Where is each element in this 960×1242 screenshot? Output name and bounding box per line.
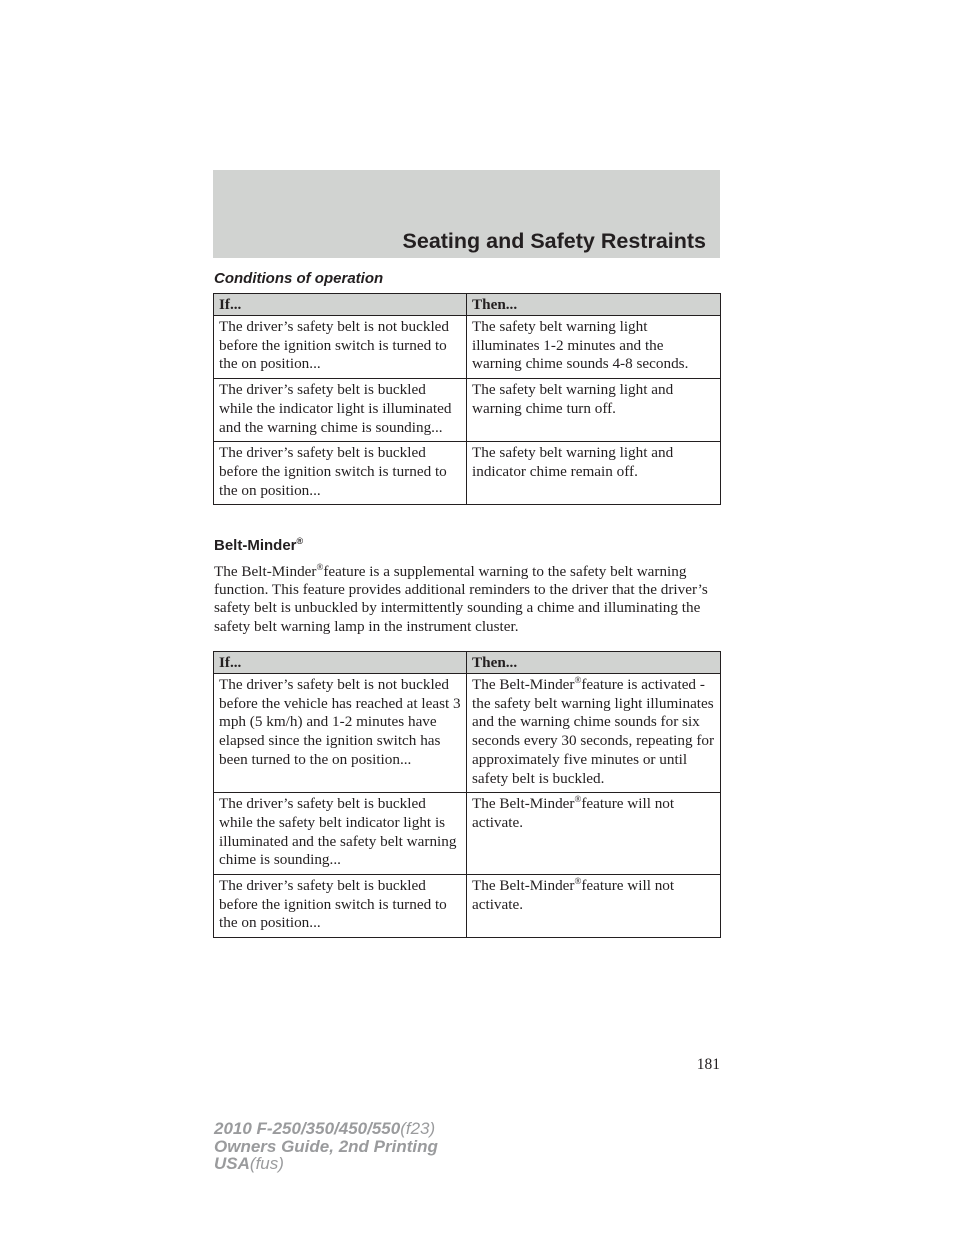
table-header-row	[214, 294, 721, 316]
footer-line-model: 2010 F-250/350/450/550(f23)	[214, 1119, 436, 1138]
registered-mark: ®	[574, 794, 582, 805]
table-row	[214, 875, 721, 938]
column-header-if: If...	[214, 294, 467, 316]
table-header-row	[214, 652, 721, 674]
section-header-title: Seating and Safety Restraints	[402, 229, 706, 253]
registered-mark: ®	[316, 561, 324, 572]
table-row	[214, 379, 721, 442]
result-cell: The Belt-Minder®feature will not activate.	[467, 793, 721, 875]
result-cell: The safety belt warning light illuminates 1-2 minutes and the warning chime sounds 4-8 seconds.	[467, 316, 721, 379]
result-cell: The safety belt warning light and indicator chime remain off.	[467, 442, 721, 505]
belt-minder-heading: Belt-Minder®	[214, 536, 304, 554]
condition-cell: The driver’s safety belt is buckled while the indicator light is illuminated and the warning chime is sounding...	[214, 379, 467, 442]
belt-minder-description: The Belt-Minder®feature is a supplemental warning to the safety belt warning function. This feature provides additional reminders to the driver that the driver’s safety belt is unbuckled by intermittently sounding a chime and illuminating the safety belt warning lamp in the instrument cluster.	[214, 561, 708, 635]
registered-mark: ®	[296, 536, 304, 546]
condition-cell: The driver’s safety belt is buckled before the ignition switch is turned to the on position...	[214, 442, 467, 505]
table-row	[214, 442, 721, 505]
condition-cell: The driver’s safety belt is not buckled before the ignition switch is turned to the on position...	[214, 316, 467, 379]
column-header-then: Then...	[467, 652, 721, 674]
table-row	[214, 793, 721, 875]
conditions-table	[213, 293, 721, 505]
registered-mark: ®	[574, 875, 582, 886]
registered-mark: ®	[574, 674, 582, 685]
page-number: 181	[696, 1056, 720, 1073]
section-header-band	[213, 170, 720, 258]
result-cell: The Belt-Minder®feature will not activate.	[467, 875, 721, 938]
footer-line-market: USA(fus)	[214, 1154, 284, 1173]
conditions-heading: Conditions of operation	[214, 270, 384, 287]
table-row	[214, 316, 721, 379]
condition-cell: The driver’s safety belt is buckled while the safety belt indicator light is illuminated and the safety belt warning chime is sounding...	[214, 793, 467, 875]
result-cell: The safety belt warning light and warning chime turn off.	[467, 379, 721, 442]
column-header-if: If...	[214, 652, 467, 674]
result-cell: The Belt-Minder®feature is activated - the safety belt warning light illuminates and the warning chime sounds for six seconds every 30 seconds, repeating for approximately five minutes or until safety belt is buckled.	[467, 674, 721, 793]
condition-cell: The driver’s safety belt is not buckled before the vehicle has reached at least 3 mph (5 km/h) and 1-2 minutes have elapsed since the ignition switch has been turned to the on position...	[214, 674, 467, 793]
belt-minder-table	[213, 651, 721, 938]
table-row	[214, 674, 721, 793]
condition-cell: The driver’s safety belt is buckled before the ignition switch is turned to the on position...	[214, 875, 467, 938]
footer-line-edition: Owners Guide, 2nd Printing	[214, 1136, 438, 1156]
column-header-then: Then...	[467, 294, 721, 316]
document-footer	[214, 1120, 438, 1173]
